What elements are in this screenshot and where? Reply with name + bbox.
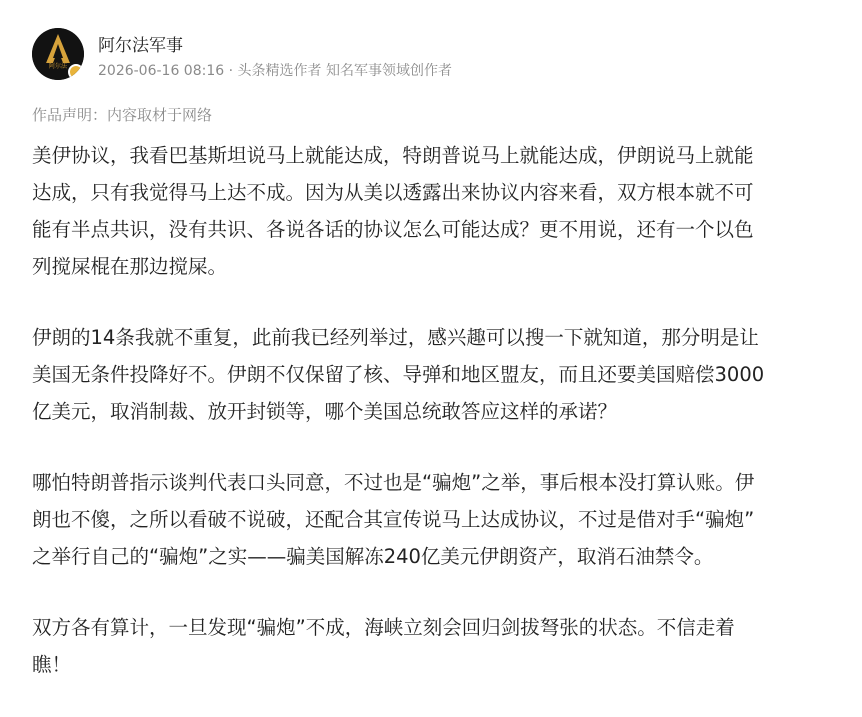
paragraph-line: 哪怕特朗普指示谈判代表口头同意，不过也是“骗炮”之举，事后根本没打算认账。伊 (32, 471, 755, 494)
paragraph-line: 美国无条件投降好不。伊朗不仅保留了核、导弹和地区盟友，而且还要美国赔偿3000 (32, 363, 765, 386)
author-avatar[interactable] (32, 28, 84, 80)
post-meta (98, 60, 452, 80)
author-name[interactable]: 阿尔法军事 (98, 36, 183, 56)
svg-text:阿尔法: 阿尔法 (48, 63, 68, 70)
article-paragraph (32, 464, 842, 575)
post-datetime: 2026-06-16 08:16 (98, 63, 225, 79)
paragraph-line: 能有半点共识，没有共识、各说各话的协议怎么可能达成？更不用说，还有一个以色 (32, 218, 754, 241)
article-paragraph (32, 137, 842, 285)
paragraph-line: 瞧！ (32, 653, 72, 676)
article-paragraph (32, 319, 842, 430)
paragraph-line: 朗也不傻，之所以看破不说破，还配合其宣传说马上达成协议，不过是借对手“骗炮” (32, 508, 755, 531)
meta-separator: · (224, 63, 238, 79)
article-paragraph (32, 609, 842, 683)
paragraph-line: 伊朗的14条我就不重复，此前我已经列举过，感兴趣可以搜一下就知道，那分明是让 (32, 326, 759, 349)
author-tags: 头条精选作者 知名军事领域创作者 (237, 63, 452, 79)
content-declaration: 作品声明：内容取材于网络 (32, 106, 213, 124)
paragraph-line: 达成，只有我觉得马上达不成。因为从美以透露出来协议内容来看，双方根本就不可 (32, 181, 754, 204)
paragraph-line: 亿美元，取消制裁、放开封锁等，哪个美国总统敢答应这样的承诺？ (32, 400, 618, 423)
paragraph-line: 美伊协议，我看巴基斯坦说马上就能达成，特朗普说马上就能达成，伊朗说马上就能 (32, 144, 754, 167)
paragraph-line: 列搅屎棍在那边搅屎。 (32, 255, 228, 278)
paragraph-line: 双方各有算计，一旦发现“骗炮”不成，海峡立刻会回归剑拔弩张的状态。不信走着 (32, 616, 735, 639)
paragraph-line: 之举行自己的“骗炮”之实——骗美国解冻240亿美元伊朗资产，取消石油禁令。 (32, 545, 714, 568)
verified-badge-icon (68, 64, 84, 80)
article-header (32, 28, 842, 84)
article-body (32, 137, 842, 717)
